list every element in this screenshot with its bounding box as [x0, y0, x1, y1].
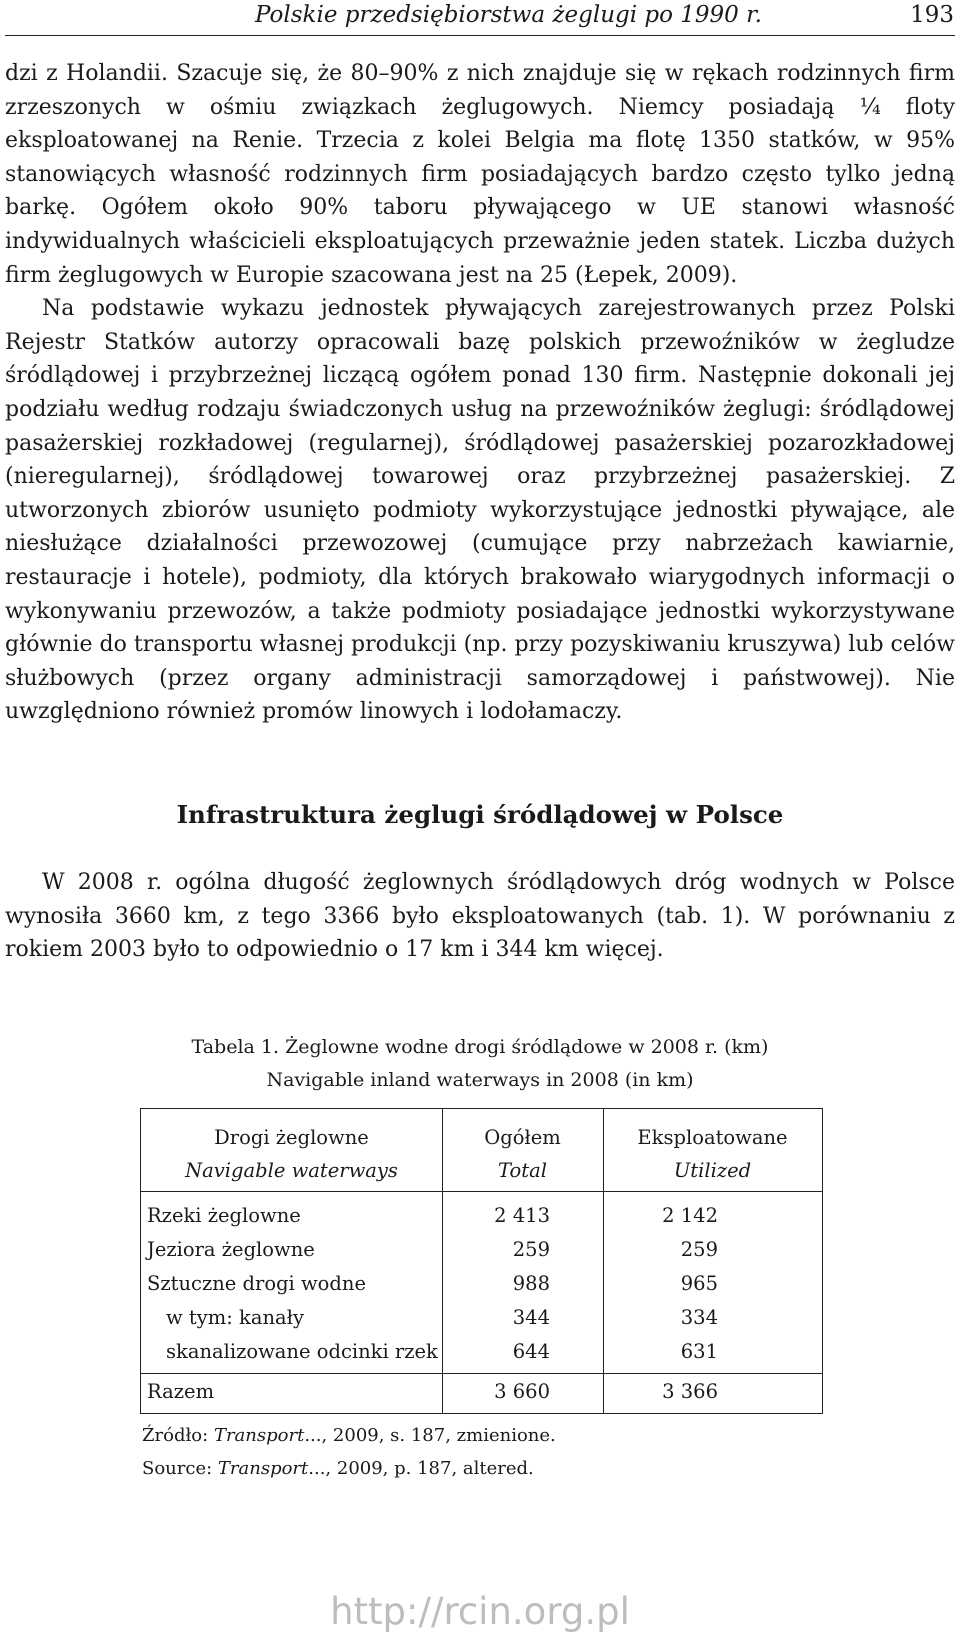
table-header-utilized	[603, 1121, 822, 1187]
table-caption	[0, 1031, 960, 1097]
row-utilized: 2 142	[662, 1204, 718, 1227]
table-header-waterways	[141, 1121, 442, 1187]
source-suffix: ..., 2009, p. 187, altered.	[308, 1458, 534, 1479]
row-total: 2 413	[494, 1204, 550, 1227]
section-text	[5, 866, 955, 967]
table-source-pl	[142, 1425, 556, 1446]
section-heading: Infrastruktura żeglugi śródlądowej w Polsce	[176, 800, 784, 829]
header-label-pl: Eksploatowane	[637, 1126, 788, 1149]
row-total: 344	[512, 1306, 550, 1329]
row-utilized: 334	[680, 1306, 718, 1329]
paragraph-2: Na podstawie wykazu jednostek pływających zarejestrowanych przez Polski Rejestr Statków autorzy opracowali bazę polskich przewoźników w żegludze śródlądowej i przybrzeżnej liczącą ogółem ponad 130 firm. Następnie dokonali jej podziału według rodzaju świadczonych usług na przewoźników żeglugi: śródlądowej pasażerskiej rozkładowej (regularnej), śródlądowej pasażerskiej pozarozkładowej (nieregularnej), śródlądowej towarowej oraz przybrzeżnej pasażerskiej. Z utworzonych zbiorów usunięto podmioty wykorzystujące jednostki pływające, ale niesłużące działalności przewozowej (cumujące przy nabrzeżach kawiarnie, restauracje i hotele), podmioty, dla których brakowało wiarygodnych informacji o wykonywaniu przewozów, a także podmioty posiadające jednostki wykorzystywane głównie do transportu własnej produkcji (np. przy pozyskiwaniu kruszywa) lub celów służbowych (przez organy administracji samorządowej i państwowej). Nie uwzględniono również promów linowych i lodołamaczy.	[5, 296, 955, 725]
source-prefix: Źródło:	[142, 1425, 214, 1446]
row-label: Rzeki żeglowne	[147, 1204, 301, 1227]
row-utilized: 3 366	[662, 1380, 718, 1403]
row-utilized: 631	[680, 1340, 718, 1363]
row-label: Jeziora żeglowne	[147, 1238, 315, 1261]
table-total-divider	[141, 1373, 822, 1374]
row-total: 3 660	[494, 1380, 550, 1403]
source-suffix: ..., 2009, s. 187, zmienione.	[304, 1425, 556, 1446]
row-total: 259	[512, 1238, 550, 1261]
row-label: skanalizowane odcinki rzek	[166, 1340, 438, 1363]
header-label-pl: Ogółem	[484, 1126, 561, 1149]
waterways-table	[140, 1108, 823, 1414]
running-title: Polskie przedsiębiorstwa żeglugi po 1990 r.	[255, 2, 762, 28]
watermark: http://rcin.org.pl	[330, 1590, 630, 1633]
header-label-en: Total	[498, 1159, 547, 1182]
table-caption-en: Navigable inland waterways in 2008 (in km)	[266, 1069, 694, 1091]
header-label-en: Utilized	[673, 1159, 752, 1182]
source-title: Transport	[213, 1425, 305, 1446]
source-title: Transport	[217, 1458, 309, 1479]
row-label: w tym: kanały	[166, 1306, 304, 1329]
header-label-pl: Drogi żeglowne	[214, 1126, 369, 1149]
table-caption-pl: Tabela 1. Żeglowne wodne drogi śródlądowe w 2008 r. (km)	[191, 1036, 769, 1058]
header-label-en: Navigable waterways	[185, 1159, 398, 1182]
page-header	[0, 0, 960, 40]
body-text	[5, 57, 955, 729]
row-utilized: 965	[680, 1272, 718, 1295]
row-utilized: 259	[680, 1238, 718, 1261]
row-label: Razem	[147, 1380, 215, 1403]
paragraph-1: dzi z Holandii. Szacuje się, że 80–90% z nich znajduje się w rękach rodzinnych firm zrzeszonych w ośmiu związkach żeglugowych. Niemcy posiadają ¼ floty eksploatowanej na Renie. Trzecia z kolei Belgia ma flotę 1350 statków, w 95% stanowiących własność rodzinnych firm posiadających bardzo często tylko jedną barkę. Ogółem około 90% taboru pływającego w UE stanowi własność indywidualnych właścicieli eksploatujących przeważnie jeden statek. Liczba dużych firm żeglugowych w Europie szacowana jest na 25 (Łepek, 2009).	[5, 61, 955, 288]
section-paragraph: W 2008 r. ogólna długość żeglownych śródlądowych dróg wodnych w Polsce wynosiła 3660 km, z tego 3366 było eksploatowanych (tab. 1). W porównaniu z rokiem 2003 było to odpowiednio o 17 km i 344 km więcej.	[5, 870, 955, 963]
row-label: Sztuczne drogi wodne	[147, 1272, 366, 1295]
table-header-divider	[141, 1191, 822, 1192]
table-source-en	[142, 1458, 534, 1479]
row-total: 644	[512, 1340, 550, 1363]
header-rule	[5, 35, 955, 36]
page-number: 193	[910, 2, 954, 28]
table-header-total	[442, 1121, 603, 1187]
source-prefix: Source:	[142, 1458, 218, 1479]
row-total: 988	[512, 1272, 550, 1295]
